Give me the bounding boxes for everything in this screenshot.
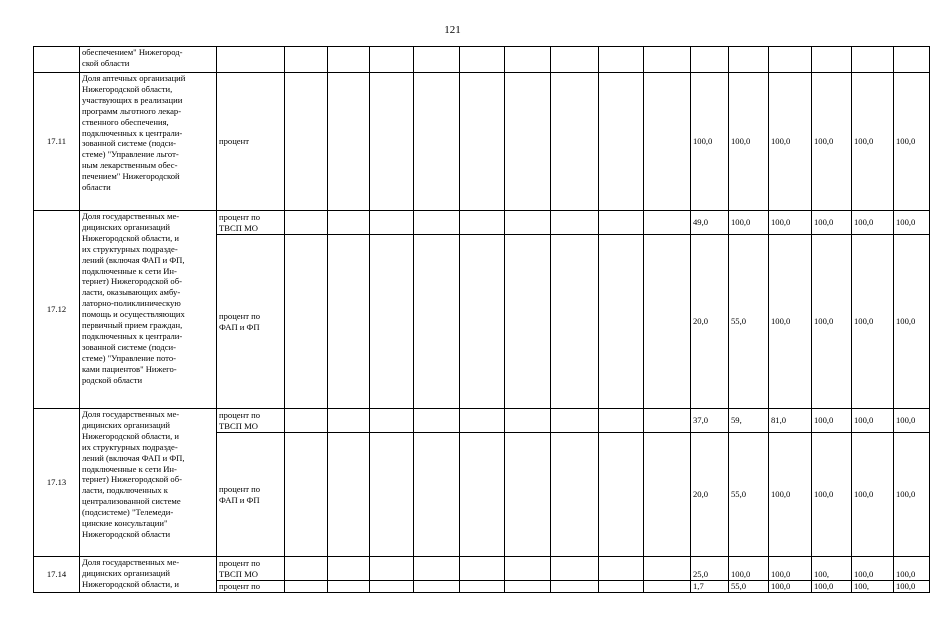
unit-cell bbox=[217, 47, 285, 73]
indicator-number-cell: 17.11 bbox=[34, 73, 80, 211]
empty-cell bbox=[599, 409, 644, 433]
indicators-table bbox=[33, 46, 930, 593]
empty-cell bbox=[285, 47, 328, 73]
empty-cell bbox=[644, 581, 691, 593]
empty-cell bbox=[414, 581, 460, 593]
value-cell: 100,0 bbox=[769, 557, 812, 581]
empty-cell bbox=[460, 557, 505, 581]
indicator-number-cell: 17.14 bbox=[34, 557, 80, 593]
value-cell: 100,0 bbox=[769, 73, 812, 211]
indicator-number-cell: 17.13 bbox=[34, 409, 80, 557]
indicator-name-cell: Доля государственных ме- дицинских организаций Нижегородской области, и bbox=[80, 557, 217, 593]
value-cell: 100,0 bbox=[852, 211, 894, 235]
empty-cell bbox=[285, 557, 328, 581]
empty-cell bbox=[370, 581, 414, 593]
empty-cell bbox=[505, 211, 551, 235]
unit-cell: процент по ФАП и ФП bbox=[217, 235, 285, 409]
empty-cell bbox=[505, 47, 551, 73]
empty-cell bbox=[370, 73, 414, 211]
indicator-name-cell: Доля аптечных организаций Нижегородской области, участвующих в реализации программ льготного лекар- ственного обеспечения, подключенных к централи- зованной системе (подси- стеме) "Управление льгот- ным лекарственным обес- печением" Нижегородской области bbox=[80, 73, 217, 211]
value-cell bbox=[691, 47, 729, 73]
value-cell: 100,0 bbox=[812, 73, 852, 211]
empty-cell bbox=[414, 73, 460, 211]
empty-cell bbox=[460, 409, 505, 433]
empty-cell bbox=[370, 433, 414, 557]
value-cell: 1,7 bbox=[691, 581, 729, 593]
value-cell: 100,0 bbox=[691, 73, 729, 211]
empty-cell bbox=[328, 47, 370, 73]
empty-cell bbox=[328, 235, 370, 409]
empty-cell bbox=[599, 433, 644, 557]
table-row bbox=[34, 409, 930, 433]
empty-cell bbox=[414, 433, 460, 557]
value-cell: 100,0 bbox=[812, 235, 852, 409]
empty-cell bbox=[644, 433, 691, 557]
value-cell: 100,0 bbox=[769, 433, 812, 557]
value-cell: 100,0 bbox=[812, 409, 852, 433]
value-cell: 100,0 bbox=[729, 73, 769, 211]
value-cell: 37,0 bbox=[691, 409, 729, 433]
empty-cell bbox=[460, 433, 505, 557]
empty-cell bbox=[551, 581, 599, 593]
value-cell: 100,0 bbox=[769, 581, 812, 593]
empty-cell bbox=[460, 235, 505, 409]
empty-cell bbox=[328, 557, 370, 581]
table-row bbox=[34, 73, 930, 211]
table-row bbox=[34, 211, 930, 235]
indicator-name-cell: Доля государственных ме- дицинских организаций Нижегородской области, и их структурных подразде- лений (включая ФАП и ФП, подключенные к сети Ин- тернет) Нижегородской об- ласти, подключенных к централизованной системе (подсистеме) "Телемеди- цинские консультации" Нижегородской области bbox=[80, 409, 217, 557]
table-row bbox=[34, 47, 930, 73]
empty-cell bbox=[599, 47, 644, 73]
unit-cell: процент bbox=[217, 73, 285, 211]
empty-cell bbox=[551, 73, 599, 211]
value-cell: 100,0 bbox=[812, 433, 852, 557]
empty-cell bbox=[285, 581, 328, 593]
empty-cell bbox=[644, 557, 691, 581]
page-number: 121 bbox=[444, 24, 461, 36]
empty-cell bbox=[414, 211, 460, 235]
empty-cell bbox=[328, 581, 370, 593]
unit-cell: процент по ТВСП МО bbox=[217, 409, 285, 433]
value-cell: 100,0 bbox=[894, 581, 930, 593]
unit-cell: процент по ФАП и ФП bbox=[217, 433, 285, 557]
empty-cell bbox=[414, 557, 460, 581]
value-cell: 100,0 bbox=[812, 581, 852, 593]
empty-cell bbox=[460, 47, 505, 73]
value-cell bbox=[852, 47, 894, 73]
indicator-name-cell: обеспечением" Нижегород- ской области bbox=[80, 47, 217, 73]
empty-cell bbox=[505, 73, 551, 211]
empty-cell bbox=[551, 557, 599, 581]
unit-cell: процент по ТВСП МО bbox=[217, 557, 285, 581]
value-cell: 55,0 bbox=[729, 235, 769, 409]
empty-cell bbox=[460, 581, 505, 593]
value-cell: 20,0 bbox=[691, 433, 729, 557]
value-cell: 100,0 bbox=[729, 211, 769, 235]
empty-cell bbox=[644, 73, 691, 211]
empty-cell bbox=[644, 47, 691, 73]
empty-cell bbox=[370, 211, 414, 235]
empty-cell bbox=[505, 433, 551, 557]
empty-cell bbox=[285, 409, 328, 433]
value-cell: 25,0 bbox=[691, 557, 729, 581]
value-cell: 49,0 bbox=[691, 211, 729, 235]
value-cell: 81,0 bbox=[769, 409, 812, 433]
empty-cell bbox=[328, 211, 370, 235]
empty-cell bbox=[285, 235, 328, 409]
value-cell: 100,0 bbox=[812, 211, 852, 235]
value-cell: 100,0 bbox=[852, 73, 894, 211]
empty-cell bbox=[551, 211, 599, 235]
empty-cell bbox=[285, 211, 328, 235]
empty-cell bbox=[551, 433, 599, 557]
indicator-name-cell: Доля государственных ме- дицинских организаций Нижегородской области, и их структурных подразде- лений (включая ФАП и ФП, подключенные к сети Ин- тернет) Нижегородской об- ласти, оказывающих амбу- латорно-поликлиническую помощь и осуществляющих первичный прием граждан, подключенных к централи- зованной системе (подси- стеме) "Управление пото- ками пациентов" Нижего- родской области bbox=[80, 211, 217, 409]
value-cell: 100,0 bbox=[894, 211, 930, 235]
value-cell: 100,0 bbox=[729, 557, 769, 581]
empty-cell bbox=[328, 433, 370, 557]
value-cell: 100,0 bbox=[894, 235, 930, 409]
indicator-number-cell: 17.12 bbox=[34, 211, 80, 409]
empty-cell bbox=[460, 73, 505, 211]
empty-cell bbox=[644, 211, 691, 235]
empty-cell bbox=[285, 433, 328, 557]
value-cell: 100,0 bbox=[769, 235, 812, 409]
empty-cell bbox=[414, 235, 460, 409]
value-cell: 100,0 bbox=[769, 211, 812, 235]
empty-cell bbox=[414, 409, 460, 433]
indicator-number-cell bbox=[34, 47, 80, 73]
empty-cell bbox=[599, 73, 644, 211]
table-row bbox=[34, 557, 930, 581]
empty-cell bbox=[414, 47, 460, 73]
empty-cell bbox=[505, 557, 551, 581]
empty-cell bbox=[370, 47, 414, 73]
value-cell: 100,0 bbox=[894, 409, 930, 433]
empty-cell bbox=[285, 73, 328, 211]
empty-cell bbox=[551, 235, 599, 409]
empty-cell bbox=[328, 409, 370, 433]
value-cell: 55,0 bbox=[729, 433, 769, 557]
empty-cell bbox=[644, 409, 691, 433]
empty-cell bbox=[599, 211, 644, 235]
empty-cell bbox=[551, 409, 599, 433]
value-cell: 59, bbox=[729, 409, 769, 433]
empty-cell bbox=[328, 73, 370, 211]
value-cell: 100,0 bbox=[852, 557, 894, 581]
value-cell: 20,0 bbox=[691, 235, 729, 409]
unit-cell: процент по bbox=[217, 581, 285, 593]
empty-cell bbox=[370, 235, 414, 409]
empty-cell bbox=[505, 235, 551, 409]
value-cell bbox=[812, 47, 852, 73]
value-cell: 55,0 bbox=[729, 581, 769, 593]
value-cell: 100,0 bbox=[894, 73, 930, 211]
empty-cell bbox=[505, 581, 551, 593]
empty-cell bbox=[505, 409, 551, 433]
empty-cell bbox=[599, 557, 644, 581]
value-cell bbox=[894, 47, 930, 73]
value-cell: 100,0 bbox=[852, 235, 894, 409]
empty-cell bbox=[551, 47, 599, 73]
empty-cell bbox=[370, 557, 414, 581]
empty-cell bbox=[370, 409, 414, 433]
value-cell: 100,0 bbox=[894, 433, 930, 557]
unit-cell: процент по ТВСП МО bbox=[217, 211, 285, 235]
value-cell: 100,0 bbox=[852, 433, 894, 557]
empty-cell bbox=[644, 235, 691, 409]
value-cell: 100, bbox=[812, 557, 852, 581]
value-cell: 100,0 bbox=[852, 409, 894, 433]
empty-cell bbox=[599, 235, 644, 409]
value-cell: 100, bbox=[852, 581, 894, 593]
value-cell: 100,0 bbox=[894, 557, 930, 581]
value-cell bbox=[769, 47, 812, 73]
value-cell bbox=[729, 47, 769, 73]
empty-cell bbox=[599, 581, 644, 593]
empty-cell bbox=[460, 211, 505, 235]
